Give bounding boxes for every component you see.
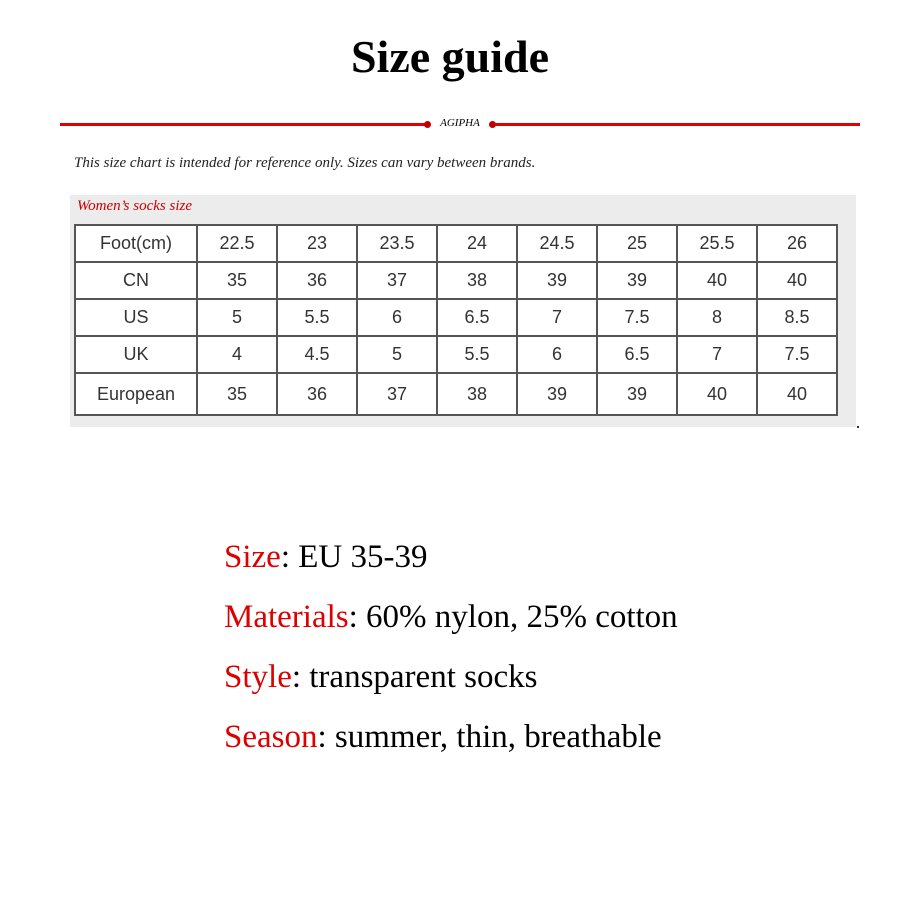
row-header: CN xyxy=(75,262,197,299)
table-cell: 38 xyxy=(437,373,517,415)
table-cell: 4.5 xyxy=(277,336,357,373)
table-cell: 36 xyxy=(277,373,357,415)
spec-value: : transparent socks xyxy=(291,659,538,695)
table-cell: 23.5 xyxy=(357,225,437,262)
spec-key: Size xyxy=(224,539,281,575)
table-cell: 36 xyxy=(277,262,357,299)
table-cell: 39 xyxy=(517,373,597,415)
row-header: European xyxy=(75,373,197,415)
spec-value: : 60% nylon, 25% cotton xyxy=(348,599,678,635)
row-header: UK xyxy=(75,336,197,373)
table-cell: 39 xyxy=(517,262,597,299)
spec-key: Style xyxy=(224,659,292,695)
table-cell: 40 xyxy=(757,262,837,299)
table-cell: 39 xyxy=(597,262,677,299)
page-title: Size guide xyxy=(350,31,550,82)
table-cell: 7 xyxy=(517,299,597,336)
table-cell: 25.5 xyxy=(677,225,757,262)
table-cell: 7.5 xyxy=(757,336,837,373)
size-table-title: Women’s socks size xyxy=(77,198,192,214)
table-cell: 6.5 xyxy=(597,336,677,373)
row-header: US xyxy=(75,299,197,336)
spec-size xyxy=(224,535,678,595)
disclaimer-text: This size chart is intended for reference only. Sizes can vary between brands. xyxy=(74,155,536,171)
spec-style xyxy=(224,655,678,715)
table-cell: 6 xyxy=(517,336,597,373)
table-cell: 25 xyxy=(597,225,677,262)
spec-value: : summer, thin, breathable xyxy=(317,719,662,755)
table-cell: 24.5 xyxy=(517,225,597,262)
table-cell: 5.5 xyxy=(437,336,517,373)
table-row xyxy=(75,336,837,373)
spec-key: Season xyxy=(224,719,318,755)
table-row xyxy=(75,299,837,336)
table-cell: 40 xyxy=(677,262,757,299)
brand-divider xyxy=(60,118,860,130)
table-cell: 5 xyxy=(197,299,277,336)
brand-label: AGIPHA xyxy=(440,117,480,129)
divider-line-right xyxy=(495,123,860,126)
stray-dot xyxy=(857,426,859,428)
table-cell: 26 xyxy=(757,225,837,262)
table-row xyxy=(75,262,837,299)
table-cell: 38 xyxy=(437,262,517,299)
table-cell: 8 xyxy=(677,299,757,336)
spec-key: Materials xyxy=(224,599,349,635)
product-specs xyxy=(224,535,678,775)
row-header: Foot(cm) xyxy=(75,225,197,262)
table-cell: 37 xyxy=(357,373,437,415)
table-cell: 40 xyxy=(677,373,757,415)
table-cell: 7.5 xyxy=(597,299,677,336)
table-cell: 8.5 xyxy=(757,299,837,336)
table-cell: 5.5 xyxy=(277,299,357,336)
table-cell: 40 xyxy=(757,373,837,415)
table-cell: 39 xyxy=(597,373,677,415)
spec-value: : EU 35-39 xyxy=(280,539,428,575)
spec-materials xyxy=(224,595,678,655)
table-cell: 4 xyxy=(197,336,277,373)
table-cell: 6 xyxy=(357,299,437,336)
table-cell: 22.5 xyxy=(197,225,277,262)
table-cell: 37 xyxy=(357,262,437,299)
spec-season xyxy=(224,715,678,775)
table-cell: 23 xyxy=(277,225,357,262)
table-cell: 35 xyxy=(197,373,277,415)
table-cell: 35 xyxy=(197,262,277,299)
table-cell: 7 xyxy=(677,336,757,373)
table-cell: 5 xyxy=(357,336,437,373)
table-cell: 24 xyxy=(437,225,517,262)
table-row xyxy=(75,373,837,415)
table-row xyxy=(75,225,837,262)
size-table xyxy=(74,224,838,416)
table-cell: 6.5 xyxy=(437,299,517,336)
